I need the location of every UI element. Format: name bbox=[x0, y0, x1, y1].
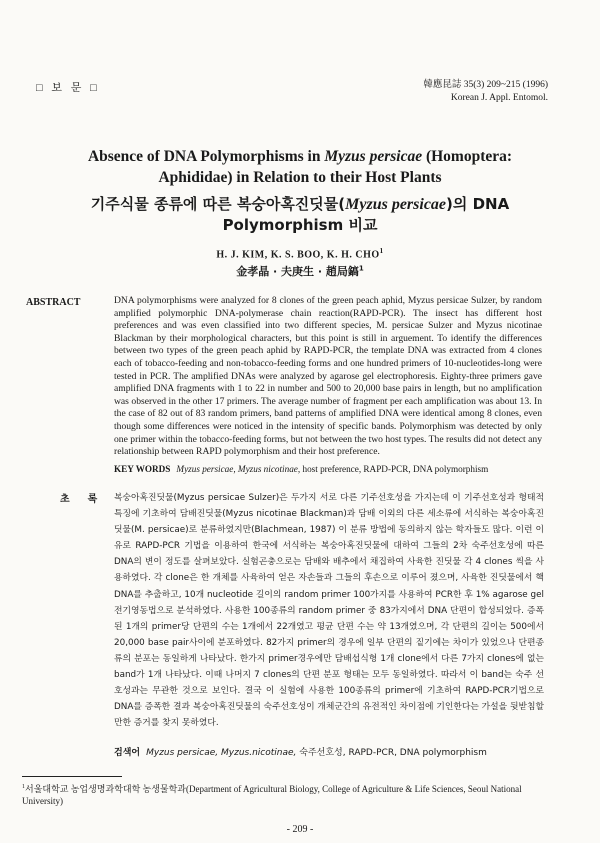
journal-name: Korean J. Appl. Entomol. bbox=[450, 93, 548, 103]
footnote-rule bbox=[22, 776, 122, 777]
title-species: Myzus persicae bbox=[324, 148, 423, 165]
keywords-label: KEY WORDS bbox=[114, 464, 171, 474]
authors-hanja: 金孝晶 · 夫庚生 · 趙局鎬$^1$ bbox=[236, 264, 364, 278]
paper-title bbox=[40, 146, 560, 188]
affiliation-footnote: $^1$서울대학교 농업생명과학대학 농생물학과(Department of Agricultural Biology, College of Agriculture & Life Sciences, Seoul National University) bbox=[22, 784, 522, 806]
keywords: KEY WORDS Myzus persicae, Myzus nicotinae, host preference, RAPD-PCR, DNA polymorphism bbox=[114, 464, 489, 474]
page-number: - 209 - bbox=[286, 824, 314, 835]
title-ko-species: Myzus persicae bbox=[345, 196, 447, 213]
citation-line: 韓應昆誌 35(3) 209~215 (1996) bbox=[423, 80, 548, 90]
paper-title-korean bbox=[40, 194, 560, 236]
section-label: □ 보 문 □ bbox=[36, 82, 100, 94]
korean-abstract-label: 초록 bbox=[60, 494, 116, 505]
journal-citation bbox=[423, 79, 548, 105]
korean-keywords-label: 검색어 bbox=[114, 748, 141, 758]
title-ko-line-2: Polymorphism 비교 bbox=[222, 216, 378, 234]
title-line-1: Absence of DNA Polymorphisms in Myzus persicae (Homoptera: bbox=[87, 148, 513, 165]
title-ko-line-1: 기주식물 종류에 따른 복숭아혹진딧물(Myzus persicae)의 DNA bbox=[90, 195, 510, 213]
abstract-label: ABSTRACT bbox=[26, 297, 81, 308]
authors: H. J. KIM, K. S. BOO, K. H. CHO$^1$ bbox=[216, 247, 384, 261]
korean-abstract-text: 복숭아혹진딧물(Myzus persicae Sulzer)은 두가지 서로 다른 기주선호성을 가지는데 이 기주선호성과 형태적 특징에 기초하여 담배진딧물(Myzus nicotinae Blackman)과 담배 이외의 다른 세소류에 서식하는 복숭아혹진딧물(M. persicae)로 분류하였지만(Blachmean, 1987) 이 분류 방법에 동의하지 않는 학자들도 많다. 이런 이유로 RAPD-PCR 기법을 이용하여 한국에 서식하는 복숭아혹진딧물에 대하여 그들의 2차 숙주선호성에 따른 DNA의 변이 정도를 살펴보았다. 실험곤충으로는 담배와 배추에서 채집하여 사육한 진딧물 각 4 clones 씩을 사용하였다. 각 clone은 한 개체를 사육하여 얻은 자손들과 그들의 후손으로 이루어 졌으며, 사육한 진딧물에서 핵 DNA를 추출하고, 10개 nucleotide 길이의 random primer 100가지를 사용하여 PCR한 후 1% agarose gel 전기영동법으로 분석하였다. 사용한 100종류의 random primer 중 83가지에서 DNA 단편이 합성되었다. 증폭된 1개의 primer당 단편의 수는 1개에서 22개였고 평균 단편 수는 약 13개였으며, 각 단편의 길이는 500에서 20,000 base pair사이에 분포하였다. 82가지 primer의 경우에 일부 단편의 짙기에는 차이가 있었으나 단편종류의 분포는 동일하게 나타났다. 한가지 primer경우에만 담배섭식형 1개 clone에서 다른 7가지 clones에 없는 band가 1개 나타났다. 이때 나머지 7 clones의 단편 분포 형태는 모두 동일하였다. 따라서 이 band는 숙주 선호성과는 무관한 것으로 보인다. 결국 이 실험에 사용한 100종류의 primer에 기초하여 RAPD-PCR기법으로 DNA를 증폭한 결과 복숭아혹진딧물의 숙주선호성이 개체군간의 유전적인 차이점에 기인한다는 가설을 뒷받침할 만한 증거를 찾지 못하였다. bbox=[114, 493, 544, 729]
abstract-text: DNA polymorphisms were analyzed for 8 clones of the green peach aphid, Myzus persicae Sulzer, by random amplified polymorphic DNA-polymerase chain reaction(RAPD-PCR). The insect has different host preferences and was even classified into two different species, M. persicae Sulzer and Myzus nicotinae Blackman by their morphological characters, but this point is still in arguement. To identify the differences between two types of the green peach aphid by RAPD-PCR, the template DNA was extracted from 4 clones each of tobacco-feeding and non-tobacco-feeding forms and one hundred primers of 10-nucleotides-long were tested in PCR. The amplified DNAs were analyzed by agarose gel electrophoresis. Eighty-three primers gave amplified DNA fragments with 1 to 22 in number and 500 to 20,000 base pairs in length, but no amplification was observed in the other 17 primers. The average number of fragment per each amplification was about 13. In the case of 82 out of 83 random primers, band patterns of amplified DNA were identical among 8 clones, even though some differences were noticed in the intensity of specific bands. Polymorphism was detected by only one primer within the tobacco-feeding forms, but not between the two host types. The results did not detect any relationship between RAPD polymorphism and their host preference. bbox=[114, 295, 542, 458]
title-line-2: Aphididae) in Relation to their Host Plants bbox=[158, 169, 442, 186]
korean-keywords: 검색어 Myzus persicae, Myzus.nicotinae, 숙주선호성, RAPD-PCR, DNA polymorphism bbox=[114, 748, 487, 758]
